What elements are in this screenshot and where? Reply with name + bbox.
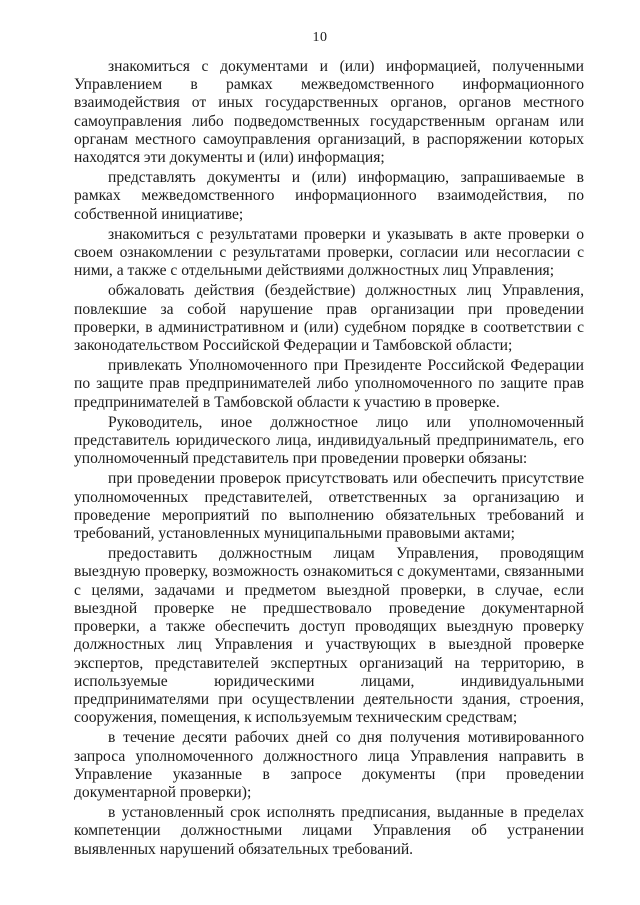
document-body	[74, 58, 584, 859]
paragraph-6: Руководитель, иное должностное лицо или уполномоченный представитель юридического лица, индивидуальный предприниматель, его уполномоченный представитель при проведении проверки обязаны:	[74, 413, 584, 468]
paragraph-9: в течение десяти рабочих дней со дня получения мотивированного запроса уполномоченного должностного лица Управления направить в Управление указанные в запросе документы (при проведении документарной проверки);	[74, 729, 584, 801]
paragraph-4: обжаловать действия (бездействие) должностных лиц Управления, повлекшие за собой нарушение прав организации при проведении проверки, в административном и (или) судебном порядке в соответствии с законодательством Российской Федерации и Тамбовской области;	[74, 282, 584, 355]
paragraph-3: знакомиться с результатами проверки и указывать в акте проверки о своем ознакомлении с результатами проверки, согласии или несогласии с ними, а также с отдельными действиями должностных лиц Управления;	[74, 225, 584, 280]
paragraph-10: в установленный срок исполнять предписания, выданные в пределах компетенции должностными лицами Управления об устранении выявленных нарушений обязательных требований.	[74, 804, 584, 858]
paragraph-2: представлять документы и (или) информацию, запрашиваемые в рамках межведомственного информационного взаимодействия, по собственной инициативе;	[74, 169, 584, 223]
paragraph-8: предоставить должностным лицам Управления, проводящим выездную проверку, возможность ознакомиться с документами, связанными с целями, задачами и предметом выездной проверки, в случае, если выездной проверке не предшествовало проведение документарной проверки, а также обеспечить доступ проводящих выездную проверку должностных лиц Управления и участвующих в выездной проверке экспертов, представителей экспертных организаций на территорию, в используемые юридическими лицами, индивидуальными предпринимателями при осуществлении деятельности здания, строения, сооружения, помещения, к используемым техническим средствам;	[74, 545, 584, 727]
paragraph-7: при проведении проверок присутствовать или обеспечить присутствие уполномоченных представителей, ответственных за организацию и проведение мероприятий по выполнению обязательных требований и требований, установленных муниципальными правовыми актами;	[74, 470, 584, 543]
paragraph-1: знакомиться с документами и (или) информацией, полученными Управлением в рамках межведомственного информационного взаимодействия от иных государственных органов, органов местного самоуправления либо подведомственных государственным органам или органам местного самоуправления организаций, в распоряжении которых находятся эти документы и (или) информация;	[74, 58, 584, 167]
page-number: 10	[312, 30, 328, 45]
paragraph-5: привлекать Уполномоченного при Президенте Российской Федерации по защите прав предпринимателей либо уполномоченного по защите прав предпринимателей в Тамбовской области к участию в проверке.	[74, 357, 584, 411]
